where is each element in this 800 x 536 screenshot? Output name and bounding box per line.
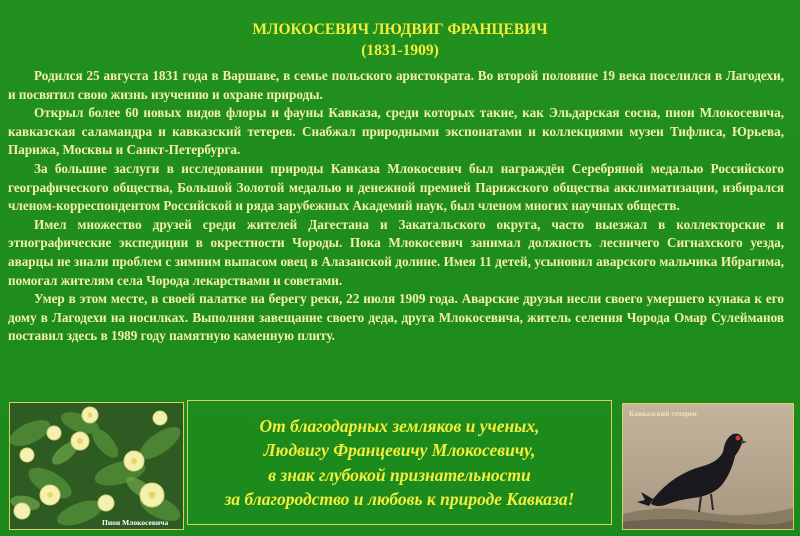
peony-illustration bbox=[10, 403, 183, 529]
peony-caption: Пион Млокосевича bbox=[102, 518, 169, 527]
dedication-line: за благородство и любовь к природе Кавказа! bbox=[224, 489, 575, 509]
person-name: МЛОКОСЕВИЧ ЛЮДВИГ ФРАНЦЕВИЧ bbox=[252, 21, 548, 38]
plaque-title bbox=[0, 19, 800, 61]
biography-paragraph: Родился 25 августа 1831 года в Варшаве, в семье польского аристократа. Во второй половине 19 века поселился в Лагодехи, и посвятил свою жизнь изучению и охране природы. bbox=[8, 68, 784, 102]
biography-text bbox=[8, 67, 784, 346]
life-years: (1831-1909) bbox=[361, 42, 439, 59]
grouse-photo bbox=[622, 403, 794, 530]
grouse-illustration bbox=[623, 404, 793, 529]
biography-paragraph: Имел множество друзей среди жителей Дагестана и Закатальского округа, часто выезжал в коллекторские и этнографические экспедиции в окрестности Чороды. Пока Млокосевич занимал должность лесничего Сигнахского уезда, аварцы не знали проблем с зимним выпасом овец в Алазанской долине. Имея 11 детей, усыновил аварского мальчика Ибрагима, помогал жителям села Чорода лекарствами и советами. bbox=[8, 216, 784, 288]
dedication-box bbox=[187, 400, 612, 525]
peony-photo bbox=[9, 402, 184, 530]
dedication-line: Людвигу Францевичу Млокосевичу, bbox=[263, 440, 536, 460]
dedication-line: в знак глубокой признательности bbox=[268, 464, 531, 485]
biography-paragraph: За большие заслуги в исследовании природы Кавказа Млокосевич был награждён Серебряной медалью Российского географического общества, Большой Золотой медалью и денежной премией Парижского общества акклиматизации, избирался членом-корреспондентом Российской и ряда зарубежных Академий наук, был членом многих научных обществ. bbox=[8, 160, 784, 214]
biography-paragraph: Умер в этом месте, в своей палатке на берегу реки, 22 июля 1909 года. Аварские друзья несли своего умершего кунака к его дому в Лагодехи на носилках. Выполняя завещание своего деда, друга Млокосевича, житель селения Чорода Омар Сулейманов поставил здесь в 1989 году памятную каменную плиту. bbox=[8, 291, 784, 344]
biography-paragraph: Открыл более 60 новых видов флоры и фауны Кавказа, среди которых такие, как Эльдарская сосна, пион Млокосевича, кавказская саламандра и кавказский тетерев. Снабжал природными экспонатами и коллекциями музеи Тифлиса, Юрьева, Парижа, Москвы и Санкт-Петербурга. bbox=[8, 105, 784, 158]
grouse-caption: Кавказский тетерев bbox=[629, 409, 697, 418]
dedication-line: От благодарных земляков и ученых, bbox=[259, 415, 540, 436]
